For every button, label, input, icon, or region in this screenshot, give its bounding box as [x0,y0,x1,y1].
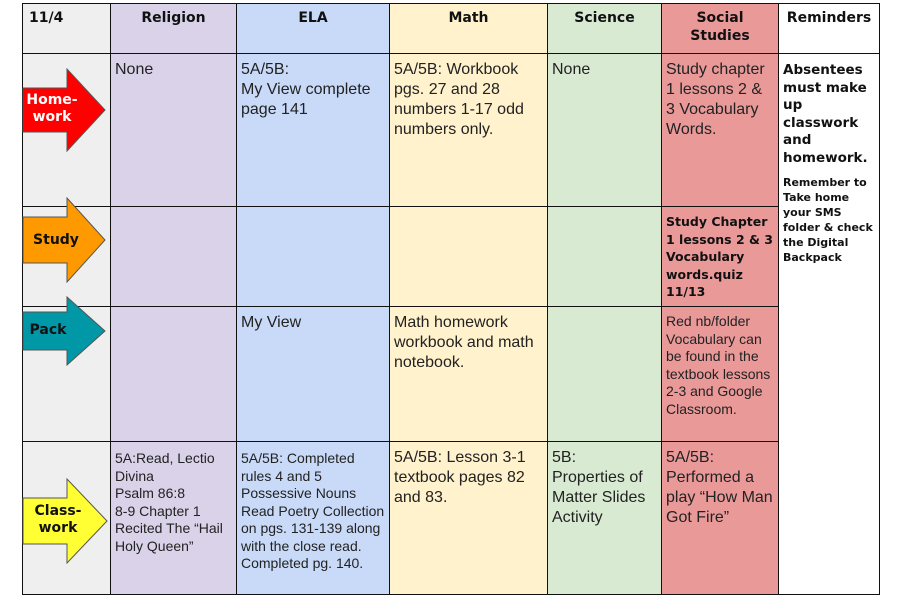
study-math [389,206,548,307]
reminders-main: Absentees must make up classwork and homework. [783,62,868,166]
homework-science: None [547,53,662,207]
classwork-science: 5B: Properties of Matter Slides Activity [547,441,662,595]
reminders-note: Remember to Take home your SMS folder & check the Digital Backpack [783,176,873,264]
pack-science [547,306,662,442]
homework-ela: 5A/5B: My View complete page 141 [236,53,390,207]
date-header: 11/4 [22,3,111,54]
study-religion [110,206,237,307]
header-ela: ELA [236,3,390,54]
homework-math: 5A/5B: Workbook pgs. 27 and 28 numbers 1-17 odd numbers only. [389,53,548,207]
classwork-religion: 5A:Read, Lectio Divina Psalm 86:8 8-9 Chapter 1 Recited The “Hail Holy Queen” [110,441,237,595]
homework-religion: None [110,53,237,207]
classwork-math: 5A/5B: Lesson 3-1 textbook pages 82 and 83. [389,441,548,595]
header-math: Math [389,3,548,54]
header-reminders: Reminders [778,3,880,54]
pack-label: Pack [29,322,67,338]
header-social-studies: Social Studies [661,3,779,54]
pack-ela: My View [236,306,390,442]
reminders-cell [778,53,880,595]
pack-religion [110,306,237,442]
classwork-social-studies: 5A/5B: Performed a play “How Man Got Fire” [661,441,779,595]
study-ela [236,206,390,307]
homework-social-studies: Study chapter 1 lessons 2 & 3 Vocabulary Words. [661,53,779,207]
pack-math: Math homework workbook and math notebook. [389,306,548,442]
classwork-ela: 5A/5B: Completed rules 4 and 5 Possessive Nouns Read Poetry Collection on pgs. 131-139 along with the close read. Completed pg. 140. [236,441,390,595]
classwork-label: Class- work [34,503,82,536]
pack-social-studies: Red nb/folder Vocabulary can be found in the textbook lessons 2-3 and Google Classroom. [661,306,779,442]
study-social-studies: Study Chapter 1 lessons 2 & 3 Vocabulary words.quiz 11/13 [661,206,779,307]
header-religion: Religion [110,3,237,54]
header-science: Science [547,3,662,54]
homework-label: Home- work [26,92,78,125]
study-science [547,206,662,307]
study-label: Study [33,232,79,248]
